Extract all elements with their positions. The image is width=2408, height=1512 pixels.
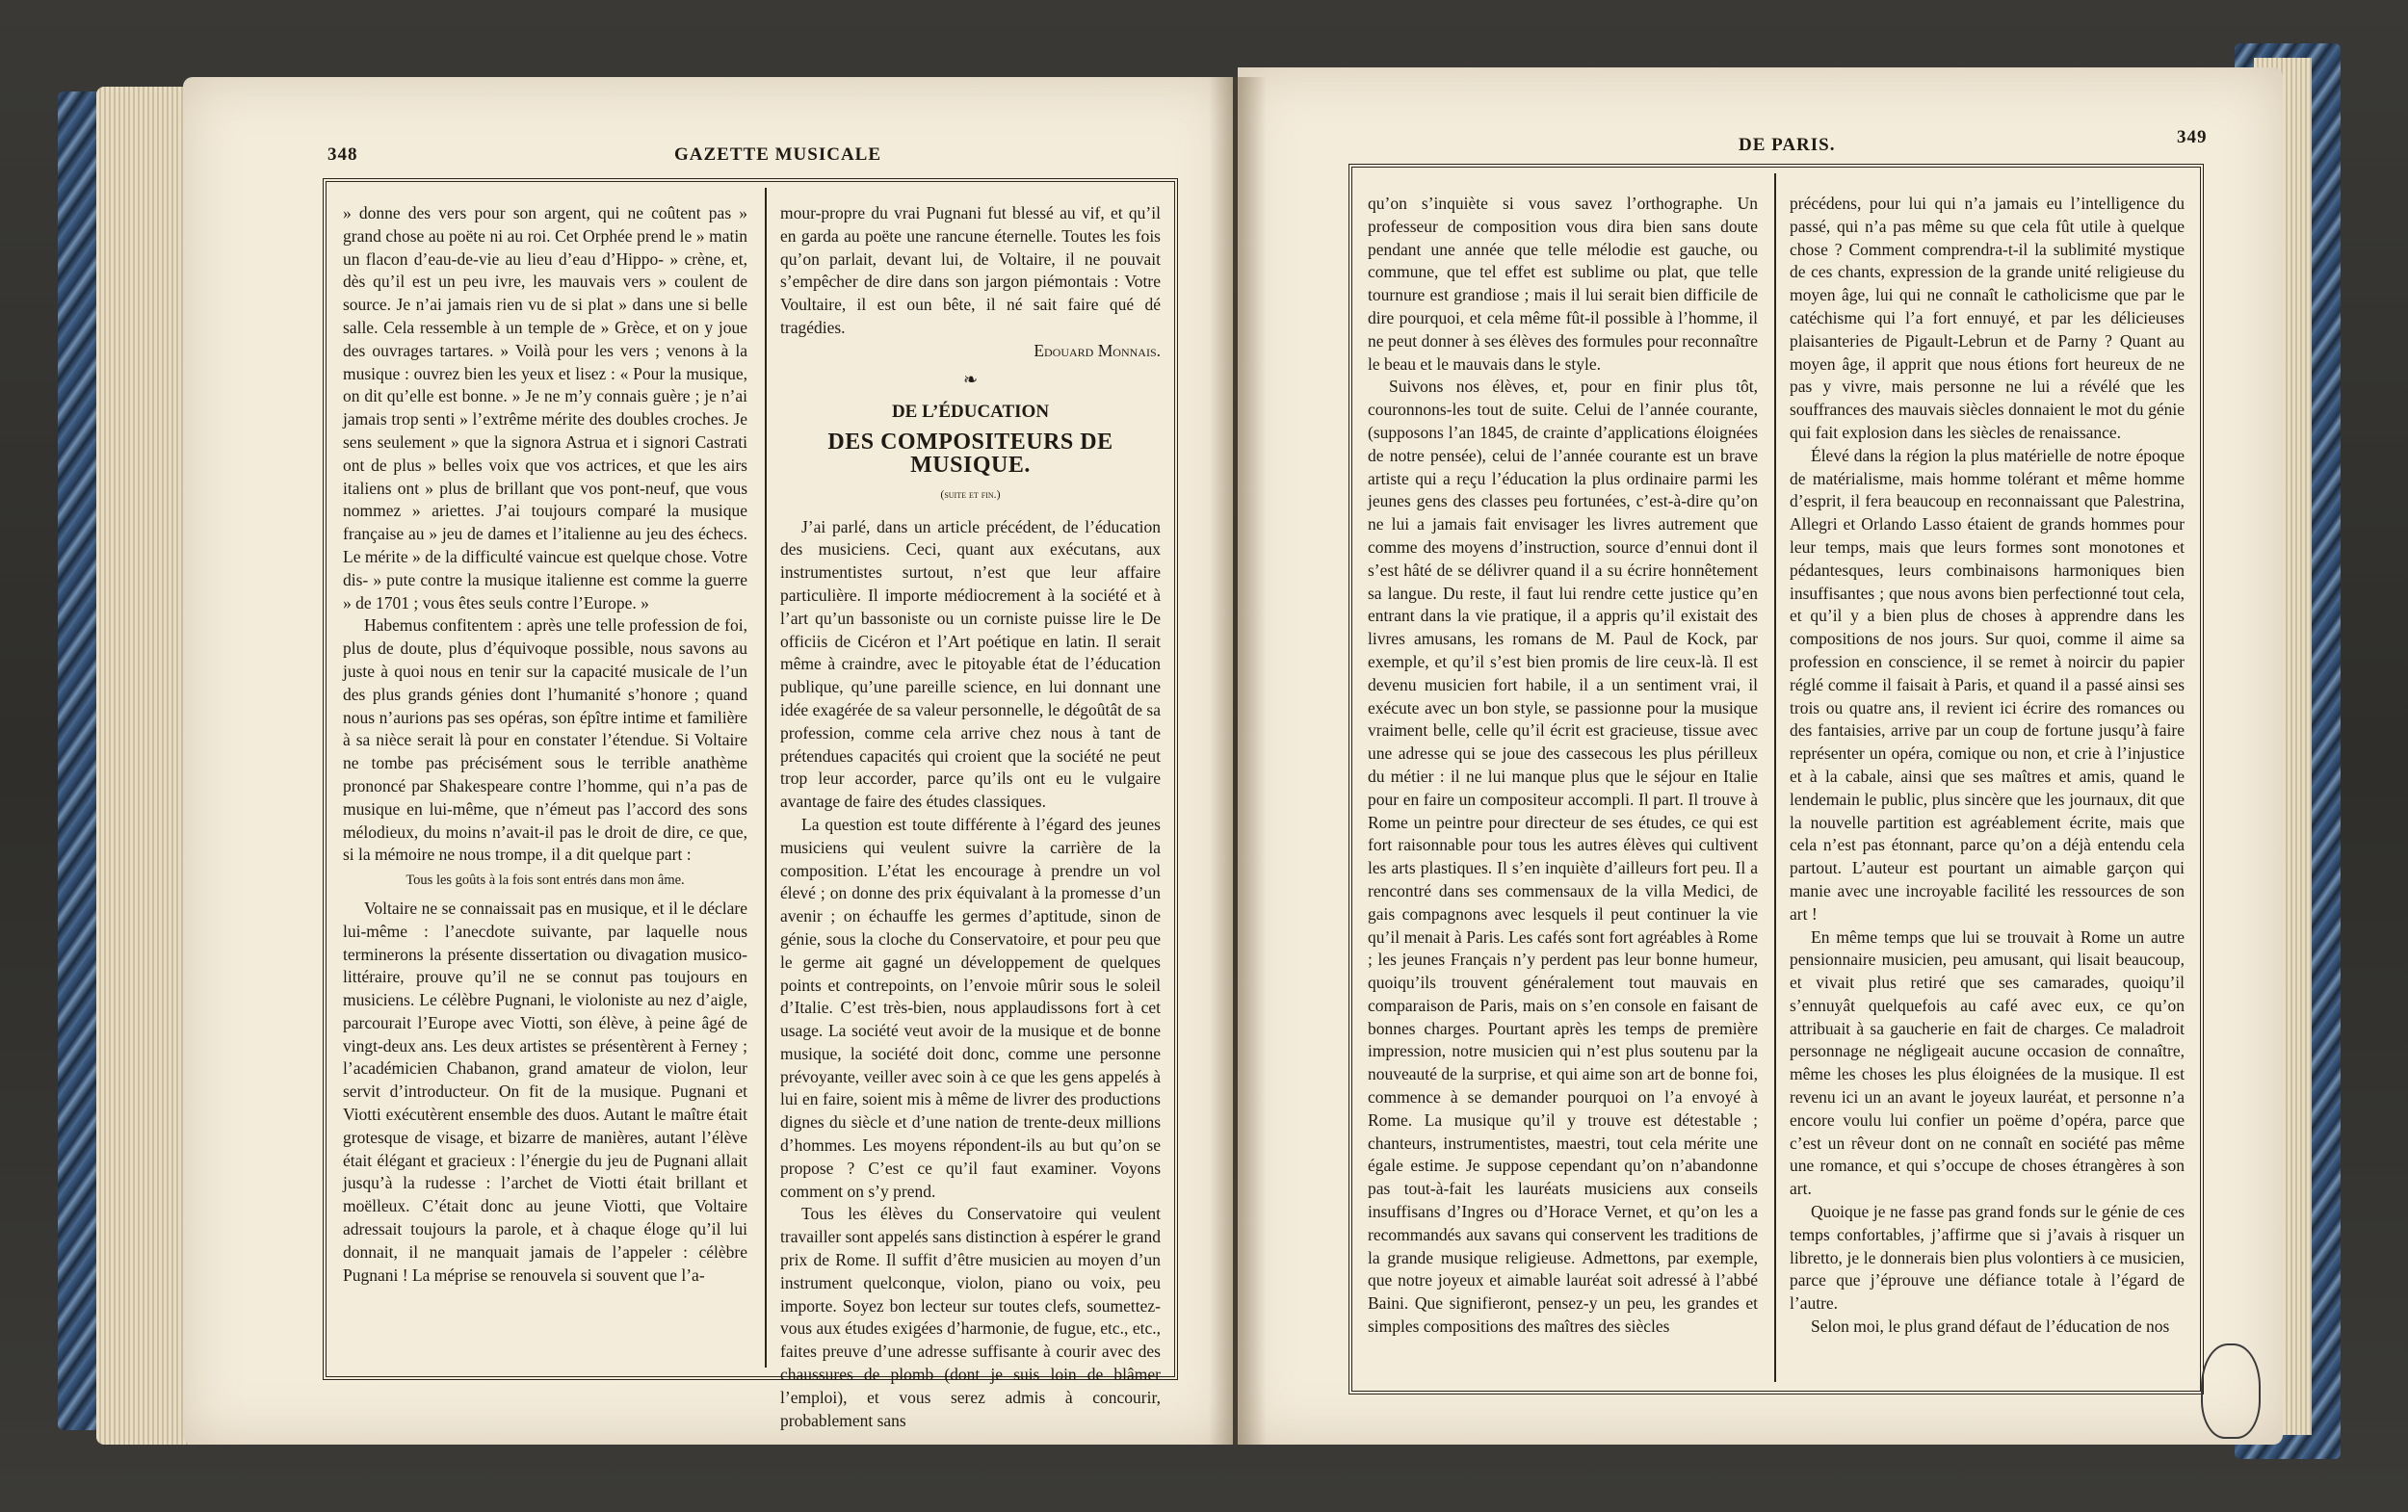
paragraph: En même temps que lui se trouvait à Rome un autre pensionnaire musicien, peu amusant, qui lisait beaucoup, et vivait plus retiré que ses camarades, quoiqu’il s’ennuyât quelquefois au café avec eux, ce qu’on attribuait à sa gaucherie en fait de charges. Ce maladroit personnage ne négligeait aucune occasion de connaître, même les choses les plus éloignées de la musique. Il est revenu ici un an avant le joyeux lauréat, et personne n’a encore voulu lui confier un poëme d’opéra, parce que c’est un rêveur dont on ne connaît en société pas même une romance, et qui s’occupe de choses étrangères à son art.: [1790, 926, 2185, 1199]
paragraph: précédens, pour lui qui n’a jamais eu l’intelligence du passé, qui n’a pas même su que cela fût utile à quelque chose ? Comment comprendra-t-il la sublimité mystique de ces chants, expression de la grande unité religieuse du moyen âge, lui qui ne connaît le catholicisme que par le catéchisme qui l’a fort ennuyé, et par les délicieuses plaisanteries de Pigault-Lebrun et de Parny ? Quant au moyen âge, il apprit que nous étions fort heureux de ne pas y vivre, mais personne ne lui a révélé que les souffrances des mauvais siècles donnaient le mot du génie qui fait explosion dans les siècles de renaissance.: [1790, 194, 2185, 442]
paragraph: » donne des vers pour son argent, qui ne coûtent pas » grand chose au poëte ni au roi. Cet Orphée prend le » matin un flacon d’eau-de-vie au lieu d’eau d’Hippo- » crène, et, dès qu’il est un peu ivre, les mauvais vers » coulent de source. Je n’ai jamais rien vu de si plat » dans une si belle salle. Cela ressemble à un temple de » Grèce, et on y joue des ouvrages tartares. » Voilà pour les vers ; venons à la musique : ouvrez bien les yeux et lisez : « Pour la musique, on dit qu’elle est bonne. » Je ne m’y connais guère ; je n’ai jamais trop senti » l’extrême mérite des doubles croches. Je sens seulement » que la signora Astrua et i signori Castrati ont de plus » belles voix que vos actrices, et que les airs italiens ont » plus de brillant que vos pont-neuf, que vous nommez » ariettes. J’ai toujours comparé la musique française au » jeu de dames et l’italienne au jeu des échecs. Le mérite » de la difficulté vaincue est quelque chose. Votre dis- » pute contre la musique italienne est comme la guerre » de 1701 ; vous êtes seuls contre l’Europe. »: [343, 203, 747, 613]
page-number-right: 349: [2177, 127, 2208, 147]
author-signature: Edouard Monnais.: [1034, 340, 1161, 360]
paragraph: qu’on s’inquiète si vous savez l’orthographe. Un professeur de composition vous dira bien sans doute pendant une année que telle mélodie est gauche, ou commune, que tel effet est sublime ou plat, que telle tournure est grandiose ; mais il lui serait bien difficile de dire pourquoi, et cela même fût-il possible à l’homme, il ne peut donner à ses élèves des formules pour reconnaître le beau et le mauvais dans le style.: [1368, 194, 1758, 374]
paragraph: mour-propre du vrai Pugnani fut blessé au vif, et qu’il en garda au poëte une rancune éternelle. Toutes les fois qu’on parlait, devant lui, de Voltaire, il ne pouvait s’empêcher de dire dans son jargon piémontais : Votre Voultaire, il est oun bête, il né sait faire qué dé tragédies.: [780, 203, 1161, 337]
left-column-2: [780, 202, 1161, 1430]
column-divider-right: [1774, 173, 1776, 1382]
running-head-left: GAZETTE MUSICALE: [674, 144, 882, 165]
left-column-1: [343, 202, 747, 1358]
paragraph: Suivons nos élèves, et, pour en finir plus tôt, couronnons-les tout de suite. Celui de l’année courante, (supposons l’an 1845, de crainte d’applications éloignées de notre pensée), celui de l’année courante est un brave artiste qui a reçu l’éducation la plus ordinaire parmi les jeunes gens des classes peu fortunées, c’est-à-dire qu’on ne lui a jamais fait envisager les livres autrement que comme des moyens d’instruction, source d’ennui dont il s’est hâté de se délivrer quand il a su écrire honnêtement sa langue. Du reste, il faut lui rendre cette justice qu’en entrant dans la vie pratique, il a appris qu’il existait des livres amusans, les romans de M. Paul de Kock, par exemple, et qu’il s’est bien promis de lire ceux-là. Il est devenu musicien fort habile, il a un sentiment vrai, il exécute avec un bon style, se passionne pour la musique vraiment belle, celle qu’il écrit est gracieuse, tissue avec une adresse qui se joue des cassecous les plus périlleux du métier : il ne lui manque plus que le séjour en Italie pour en faire un compositeur accompli. Il part. Il trouve à Rome un peintre pour directeur de ses études, ce qui est fort raisonnable pour tous les autres élèves qui cultivent les arts plastiques. Il s’en inquiète d’ailleurs fort peu. Il a rencontré dans ses commensaux de la villa Medici, de gais compagnons avec lesquels il peut continuer la vie qu’il menait à Paris. Les cafés sont fort agréables à Rome ; les jeunes Français n’y perdent pas leur bonne humeur, quoiqu’ils trouvent généralement tout mauvais en comparaison de Paris, mais on s’en console en faisant de bonnes charges. Pourtant après les temps de première impression, notre musicien qui n’est plus soutenu par la nouveauté de la surprise, et qui aime son art de bonne foi, commence à se demander pourquoi on l’a envoyé à Rome. La musique qu’il y trouve est détestable ; chanteurs, instrumentistes, maestri, tout cela mérite une égale estime. Je suppose cependant qu’on n’abandonne pas tout-à-fait les lauréats musiciens aux conseils insuffisans d’Ingres ou d’Horace Vernet, et qu’on les a recommandés aux savans qui conservent les traditions de la grande musique religieuse. Admettons, par exemple, que notre joyeux et aimable lauréat soit adressé à l’abbé Baini. Que signifieront, pensez-y un peu, les grandes et simples compositions des maîtres des siècles: [1368, 377, 1758, 1337]
ornament-icon: ❧: [962, 369, 979, 389]
paragraph: Habemus confitentem : après une telle profession de foi, plus de doute, plus d’équivoque possible, nous savons au juste à quoi nous en tenir sur la capacité musicale de l’un des plus grands génies dont l’humanité s’honore ; quand nous n’aurions pas ses opéras, son épître intime et familière à sa nièce serait là pour en constater l’étendue. Si Voltaire ne tombe pas précisément sous le terrible anathème prononcé par Shakespeare contre l’homme, qui n’a pas de musique en lui-même, que n’émeut pas l’accord des sons mélodieux, du moins n’avait-il pas le droit de dire, ce que, si la mémoire ne nous trompe, il a dit quelque part :: [343, 615, 747, 865]
column-divider-left: [765, 188, 767, 1368]
article-note: (suite et fin.): [940, 486, 1001, 501]
right-column-1: [1368, 193, 1758, 1372]
book-gutter: [1209, 77, 1267, 1445]
page-number-left: 348: [327, 144, 358, 165]
verse-quote: Tous les goûts à la fois sont entrés dans mon âme.: [406, 873, 685, 889]
paragraph: Élevé dans la région la plus matérielle de notre époque de matérialisme, mais homme tolérant et même homme d’esprit, il fera beaucoup en reconnaissant que Palestrina, Allegri et Orlando Lasso étaient de grands hommes pour leur temps, mais que leurs formes sont monotones et pédantesques, leurs combinaisons harmoniques bien insuffisantes ; que nous avons bien perfectionné tout cela, et qu’il y a bien plus de choses à apprendre dans les compositions de nos jours. Sur quoi, comme il aime sa profession en conscience, il se remet à noircir du papier réglé comme il faisait à Paris, et quand il a passé ainsi ses trois ou quatre ans, il revient ici écrire des romances ou des fantaisies, arrive par un coup de fortune jusqu’à faire représenter un opéra, comique ou non, et crie à l’injustice et à la cabale, ainsi que ses maîtres et amis, quand le lendemain le public, plus sincère que les journaux, dit que la nouvelle partition est agréablement écrite, mais que cela n’est pas étonnant, parce qu’on a déjà entendu cela partout. L’auteur est pourtant un aimable garçon qui manie avec une incroyable facilité les ressources de son art !: [1790, 445, 2185, 924]
right-column-2: [1790, 193, 2185, 1372]
paragraph: Selon moi, le plus grand défaut de l’éducation de nos: [1811, 1316, 2170, 1337]
paragraph: La question est toute différente à l’égard des jeunes musiciens qui veulent suivre la carrière de la composition. L’état les encourage à prendre un vol élevé ; on donne des prix équivalant à la promesse d’un avenir ; on échauffe les germes d’aptitude, sinon de génie, sous la cloche du Conservatoire, et pour peu que le germe ait gagné un développement de quelques points et contrepoints, on l’envoie mûrir sous le soleil d’Italie. C’est très-bien, nous applaudissons fort à cet usage. La société veut avoir de la musique et de bonne musique, la société doit donc, comme une personne prévoyante, veiller avec soin à ce que les gens appelés à lui en faire, soient mis à même de livrer des productions dignes du siècle et d’une nation de trente-deux millions d’hommes. Les moyens répondent-ils au but qu’on se propose ? C’est ce qu’il faut examiner. Voyons comment on s’y prend.: [780, 814, 1161, 1201]
article-title-top: DE L’ÉDUCATION: [891, 402, 1050, 423]
article-title: DES COMPOSITEURS DE MUSIQUE.: [827, 430, 1113, 478]
paragraph: Tous les élèves du Conservatoire qui veulent travailler sont appelés sans distinction à espérer le grand prix de Rome. Il suffit d’être musicien au moyen d’un instrument quelconque, violon, piano ou voix, peu importe. Soyez bon lecteur sur toutes clefs, soumettez-vous aux études exigées d’harmonie, de fugue, etc., etc., faites preuve d’une adresse suffisante à courir avec des chaussures de plomb (dont je suis loin de blâmer l’emploi), et vous serez admis à concourir, probablement sans: [780, 1204, 1161, 1430]
paragraph: Quoique je ne fasse pas grand fonds sur le génie de ces temps confortables, j’affirme que si j’avais à risquer un libretto, je le donnerais bien plus volontiers à ce musicien, parce que j’éprouve une défiance totale à l’égard de l’autre.: [1790, 1202, 2185, 1314]
running-head-right: DE PARIS.: [1739, 135, 1836, 155]
paragraph: J’ai parlé, dans un article précédent, de l’éducation des musiciens. Ceci, quant aux exécutans, aux instrumentistes surtout, n’est que leur affaire particulière. Il importe médiocrement à la société et à l’art qu’un bassoniste ou un corniste puisse lire le De officiis de Cicéron et l’Art poétique en latin. Il serait même à craindre, avec le pitoyable état de l’éducation publique, qu’une pareille science, en lui donnant une idée exagérée de sa valeur personnelle, le dégoûtât de sa profession, comme cela arrive chez nous à tant de prétendues capacités qui croient que la société ne peut trop leur accorder, parce qu’ils ont eu le vulgaire avantage de faire des études classiques.: [780, 516, 1161, 812]
paragraph: Voltaire ne se connaissait pas en musique, et il le déclare lui-même : l’anecdote suivante, par laquelle nous terminerons la présente dissertation ou divagation musico-littéraire, prouve qu’il ne se connut pas toujours en musiciens. Le célèbre Pugnani, le violoniste au nez d’aigle, parcourait l’Europe avec Viotti, son élève, à peine âgé de vingt-deux ans. Les deux artistes se présentèrent à Ferney ; l’académicien Chabanon, grand amateur de violon, leur servit d’introducteur. On fit de la musique. Pugnani et Viotti exécutèrent ensemble des duos. Autant le maître était grotesque de visage, et bizarre de manières, autant l’élève était élégant et gracieux : l’énergie du jeu de Pugnani allait jusqu’à la rudesse : l’archet de Viotti était brillant et moëlleux. C’était donc au jeune Viotti, que Voltaire adressait toujours la parole, et à chaque éloge qu’il lui donnait, il ne manquait jamais de l’appeler : célèbre Pugnani ! La méprise se renouvela si souvent que l’a-: [343, 898, 747, 1285]
library-stamp-icon: [2201, 1343, 2261, 1439]
